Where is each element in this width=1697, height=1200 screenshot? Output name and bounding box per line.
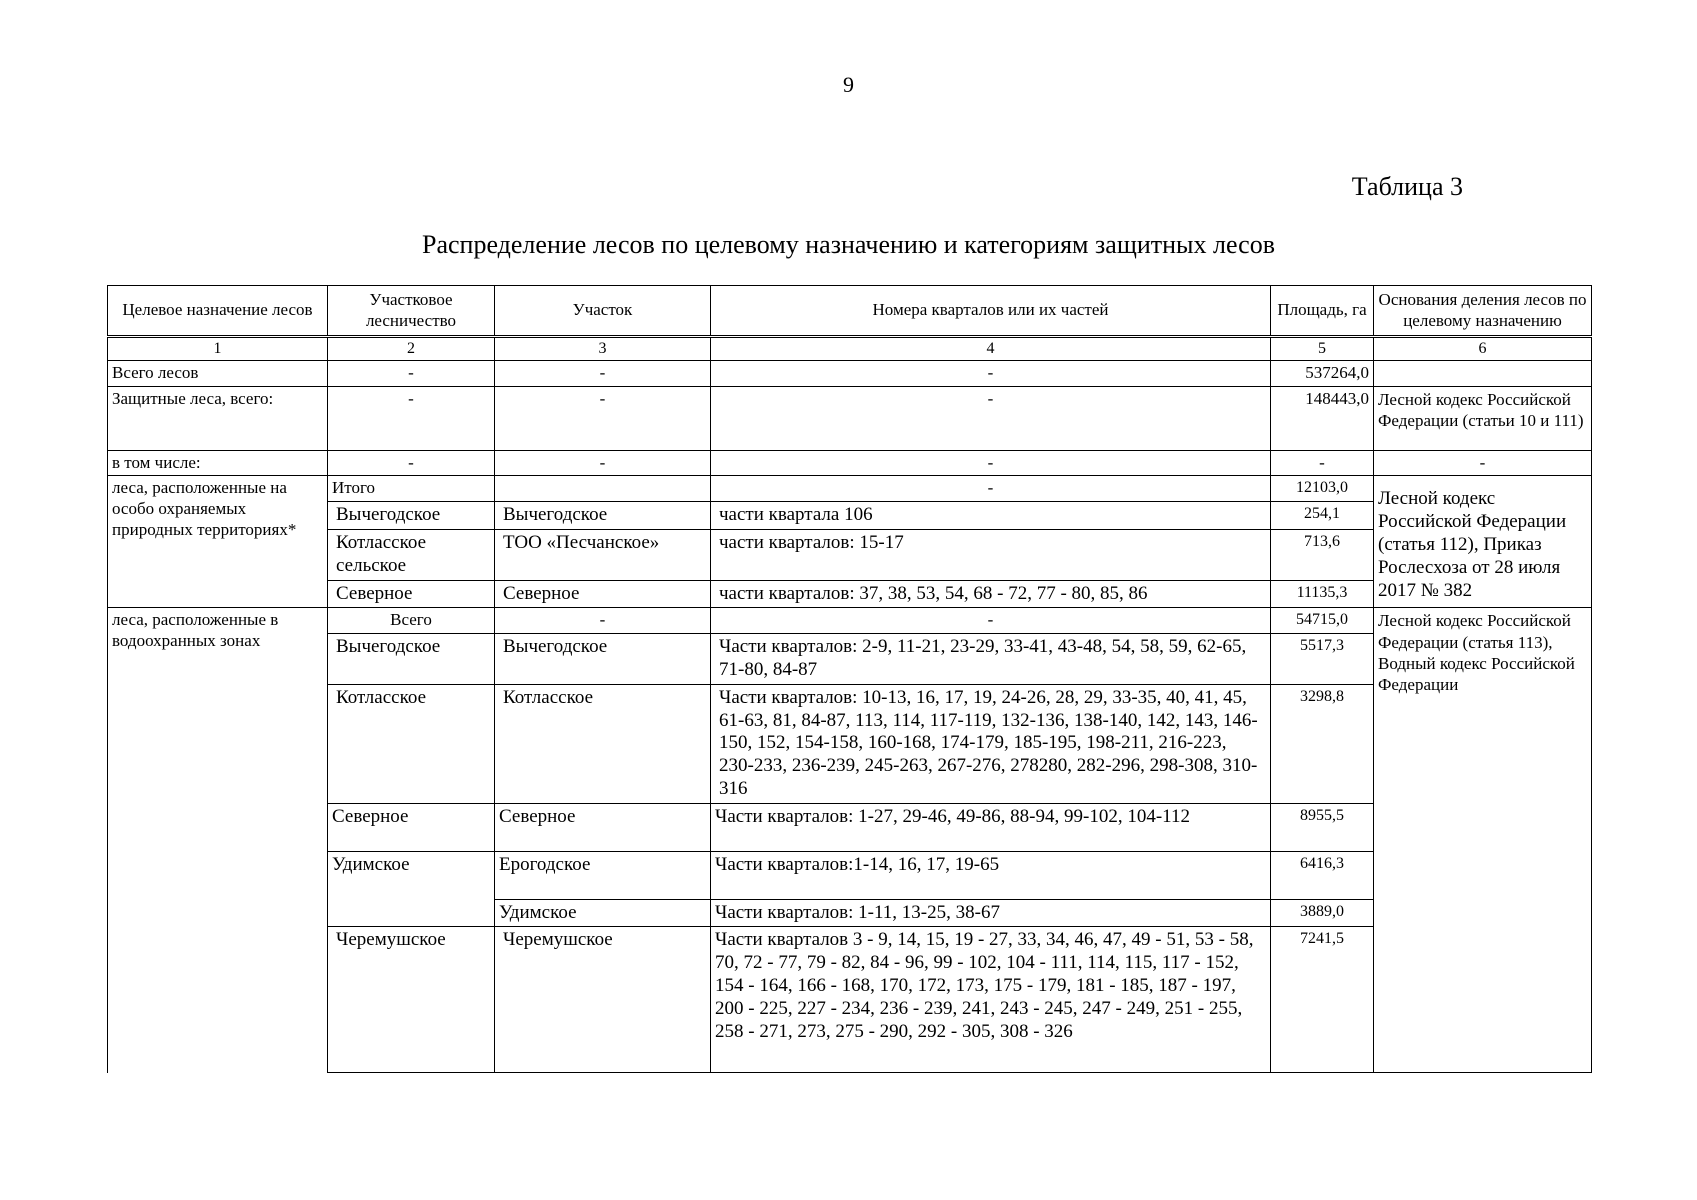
table-row: [108, 684, 1592, 803]
plot-cell: -: [495, 360, 711, 386]
table-label: Таблица 3: [1351, 172, 1463, 201]
area-cell: 5517,3: [1271, 634, 1374, 685]
plot-cell: -: [495, 450, 711, 476]
plot-cell: Вычегодское: [495, 502, 711, 530]
basis-cell: Лесной кодекс Российской Федерации (статьи 10 и 111): [1374, 386, 1592, 450]
forestry-cell: -: [328, 360, 495, 386]
plot-cell: [495, 476, 711, 502]
table-row: [108, 580, 1592, 608]
column-number-row: [108, 337, 1592, 361]
area-cell: 11135,3: [1271, 580, 1374, 608]
header-plot: Участок: [495, 286, 711, 337]
col-number: 4: [711, 337, 1271, 361]
plot-cell: Черемушское: [495, 927, 711, 1073]
quarters-cell: -: [711, 608, 1271, 634]
plot-cell: Ерогодское: [495, 851, 711, 899]
table-row: [108, 803, 1592, 851]
area-cell: 148443,0: [1271, 386, 1374, 450]
quarters-cell: -: [711, 450, 1271, 476]
quarters-cell: -: [711, 386, 1271, 450]
quarters-cell: -: [711, 476, 1271, 502]
quarters-cell: части квартала 106: [711, 502, 1271, 530]
quarters-cell: Части кварталов: 1-27, 29-46, 49-86, 88-94, 99-102, 104-112: [711, 803, 1271, 851]
quarters-cell: Части кварталов:1-14, 16, 17, 19-65: [711, 851, 1271, 899]
col-number: 6: [1374, 337, 1592, 361]
area-cell: 8955,5: [1271, 803, 1374, 851]
page-number: 9: [843, 72, 854, 97]
plot-cell: Удимское: [495, 899, 711, 927]
table-row: [108, 529, 1592, 580]
forest-distribution-table: [107, 285, 1592, 1073]
area-cell: 54715,0: [1271, 608, 1374, 634]
col-number: 2: [328, 337, 495, 361]
basis-cell-continued: [1374, 851, 1592, 1073]
purpose-cell: леса, расположенные на особо охраняемых природных территориях*: [108, 476, 328, 608]
plot-cell: Северное: [495, 803, 711, 851]
forestry-cell: Котласское сельское: [328, 529, 495, 580]
purpose-cell: леса, расположенные в водоохранных зонах: [108, 608, 328, 1073]
quarters-cell: части кварталов: 15-17: [711, 529, 1271, 580]
forestry-cell: -: [328, 386, 495, 450]
purpose-cell: Всего лесов: [108, 360, 328, 386]
header-purpose: Целевое назначение лесов: [108, 286, 328, 337]
basis-cell: Лесной кодекс Российской Федерации (статья 112), Приказ Рослесхоза от 28 июля 2017 № 382: [1374, 476, 1592, 608]
forestry-cell: Вычегодское: [328, 634, 495, 685]
table-row: [108, 608, 1592, 634]
header-row: [108, 286, 1592, 337]
plot-cell: ТОО «Песчанское»: [495, 529, 711, 580]
basis-cell: -: [1374, 450, 1592, 476]
area-cell: 3298,8: [1271, 684, 1374, 803]
table-row: [108, 450, 1592, 476]
table-row: [108, 851, 1592, 899]
area-cell: 6416,3: [1271, 851, 1374, 899]
forestry-cell: Вычегодское: [328, 502, 495, 530]
area-cell: 537264,0: [1271, 360, 1374, 386]
area-cell: 3889,0: [1271, 899, 1374, 927]
basis-cell: [1374, 360, 1592, 386]
area-cell: 12103,0: [1271, 476, 1374, 502]
area-cell: 254,1: [1271, 502, 1374, 530]
forestry-cell: Итого: [328, 476, 495, 502]
table-row: [108, 386, 1592, 450]
table-row: [108, 502, 1592, 530]
area-cell: 713,6: [1271, 529, 1374, 580]
plot-cell: -: [495, 386, 711, 450]
col-number: 3: [495, 337, 711, 361]
header-forestry: Участковое лесничество: [328, 286, 495, 337]
document-title: Распределение лесов по целевому назначению и категориям защитных лесов: [422, 230, 1275, 259]
quarters-cell: Части кварталов: 1-11, 13-25, 38-67: [711, 899, 1271, 927]
quarters-cell: Части кварталов: 10-13, 16, 17, 19, 24-26, 28, 29, 33-35, 40, 41, 45, 61-63, 81, 84-87, 113, 114, 117-119, 132-136, 138-140, 142, 143, 146-150, 152, 154-158, 160-168, 174-179, 185-195, 198-211, 216-223, 230-233, 236-239, 245-263, 267-276, 278280, 282-296, 298-308, 310-316: [711, 684, 1271, 803]
table-row: [108, 634, 1592, 685]
table-row: [108, 927, 1592, 1073]
forestry-cell: Северное: [328, 580, 495, 608]
quarters-cell: части кварталов: 37, 38, 53, 54, 68 - 72, 77 - 80, 85, 86: [711, 580, 1271, 608]
table-row: [108, 476, 1592, 502]
plot-cell: Северное: [495, 580, 711, 608]
purpose-cell: в том числе:: [108, 450, 328, 476]
plot-cell: Котласское: [495, 684, 711, 803]
forestry-cell: Черемушское: [328, 927, 495, 1073]
plot-cell: -: [495, 608, 711, 634]
purpose-cell: Защитные леса, всего:: [108, 386, 328, 450]
forestry-cell: -: [328, 450, 495, 476]
area-cell: 7241,5: [1271, 927, 1374, 1073]
header-basis: Основания деления лесов по целевому назначению: [1374, 286, 1592, 337]
table-row: [108, 360, 1592, 386]
col-number: 1: [108, 337, 328, 361]
forestry-cell: Всего: [328, 608, 495, 634]
quarters-cell: Части кварталов 3 - 9, 14, 15, 19 - 27, 33, 34, 46, 47, 49 - 51, 53 - 58, 70, 72 - 77, 79 - 82, 84 - 96, 99 - 102, 104 - 111, 114, 115, 117 - 152, 154 - 164, 166 - 168, 170, 172, 173, 175 - 179, 181 - 185, 187 - 197, 200 - 225, 227 - 234, 236 - 239, 241, 243 - 245, 247 - 249, 251 - 255, 258 - 271, 273, 275 - 290, 292 - 305, 308 - 326: [711, 927, 1271, 1073]
plot-cell: Вычегодское: [495, 634, 711, 685]
col-number: 5: [1271, 337, 1374, 361]
forestry-cell: Удимское: [328, 851, 495, 927]
basis-cell: Лесной кодекс Российской Федерации (статья 113), Водный кодекс Российской Федерации: [1374, 608, 1592, 851]
quarters-cell: Части кварталов: 2-9, 11-21, 23-29, 33-41, 43-48, 54, 58, 59, 62-65, 71-80, 84-87: [711, 634, 1271, 685]
forestry-cell: Северное: [328, 803, 495, 851]
forestry-cell: Котласское: [328, 684, 495, 803]
quarters-cell: -: [711, 360, 1271, 386]
area-cell: -: [1271, 450, 1374, 476]
header-area: Площадь, га: [1271, 286, 1374, 337]
header-quarters: Номера кварталов или их частей: [711, 286, 1271, 337]
